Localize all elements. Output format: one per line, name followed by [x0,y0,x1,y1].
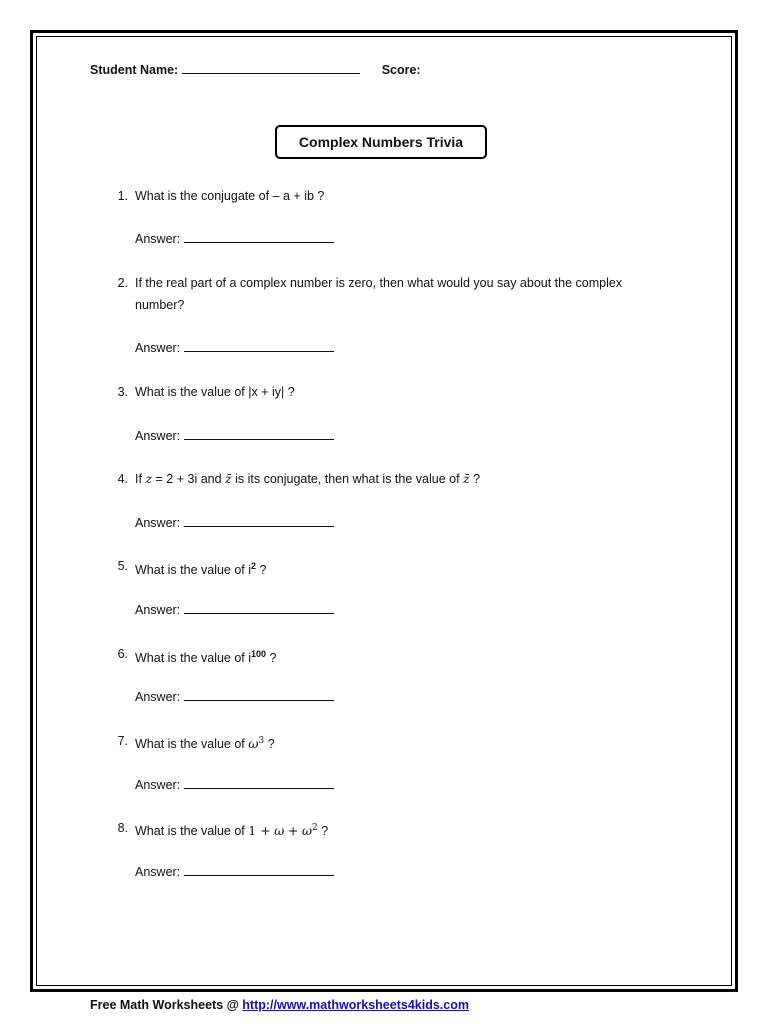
answer-blank[interactable] [184,603,334,614]
worksheet-title [275,125,487,159]
page-border-inner [36,36,732,986]
answer-8 [135,865,334,879]
footer [90,998,469,1012]
answer-1 [135,232,334,246]
student-name-blank[interactable] [182,63,360,74]
answer-label: Answer: [135,778,181,792]
question-text: If the real part of a complex number is zero, then what would you say about the complex number? [135,276,623,312]
question-number: 8. [117,821,128,835]
question-text: What is the value of |x + iy| ? [135,385,295,399]
answer-4 [135,516,334,530]
question-text: What is the conjugate of – a + ib ? [135,189,325,203]
answer-2 [135,341,334,355]
answer-label: Answer: [135,429,181,443]
answer-blank[interactable] [184,429,334,440]
answer-label: Answer: [135,232,181,246]
footer-link[interactable]: http://www.mathworksheets4kids.com [242,998,469,1012]
question-text: If z = 2 + 3i and z̄ is its conjugate, then what is the value of z̄ ? [135,471,481,486]
score-label: Score: [381,63,421,77]
question-text: What is the value of $i^{100}$ ? [135,649,277,666]
question-text: What is the value of $i^2$ ? [135,561,267,578]
question-number: 5. [117,559,128,573]
question-number: 1. [117,189,128,203]
answer-6 [135,690,334,704]
answer-blank[interactable] [184,516,334,527]
answer-label: Answer: [135,341,181,355]
title-text: Complex Numbers Trivia [298,134,464,150]
answer-blank[interactable] [184,690,334,701]
answer-blank[interactable] [184,232,334,243]
answer-label: Answer: [135,690,181,704]
question-number: 6. [117,647,128,661]
answer-blank[interactable] [184,778,334,789]
answer-7 [135,778,334,792]
student-name-label: Student Name: [90,63,179,77]
question-text: What is the value of $\omega^3$ ? [135,736,275,752]
question-number: 7. [117,734,128,748]
answer-5 [135,603,334,617]
answer-label: Answer: [135,603,181,617]
answer-blank[interactable] [184,341,334,352]
question-number: 2. [117,276,128,290]
question-number: 4. [117,472,128,486]
question-number: 3. [117,385,128,399]
answer-label: Answer: [135,516,181,530]
answer-blank[interactable] [184,865,334,876]
answer-3 [135,429,334,443]
question-text: What is the value of $1 + \omega + \omega^2$ ? [135,823,329,839]
answer-label: Answer: [135,865,181,879]
footer-text: Free Math Worksheets @ [90,998,239,1012]
header [90,63,421,77]
